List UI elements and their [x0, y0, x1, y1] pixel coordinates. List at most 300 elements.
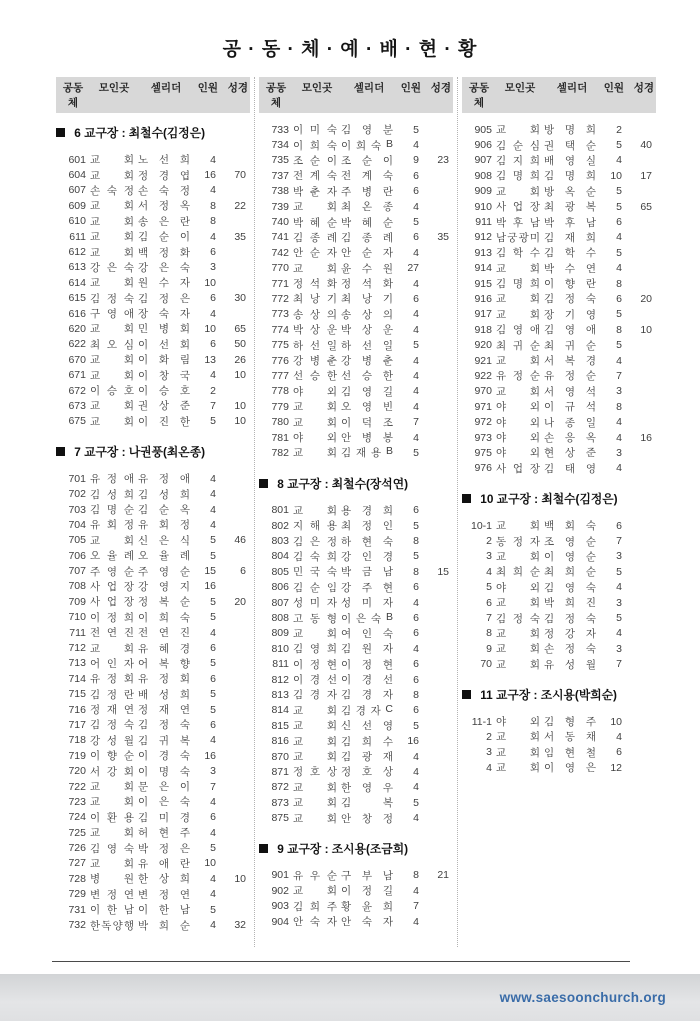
char: 회	[529, 643, 540, 656]
char: 희	[529, 154, 540, 167]
char: 원	[361, 643, 373, 656]
member-row	[259, 214, 453, 229]
section-marker-icon	[56, 447, 65, 456]
meeting-place	[293, 780, 337, 795]
char: 김	[544, 462, 555, 475]
char: 석	[309, 278, 321, 291]
member-row	[56, 367, 250, 382]
member-count: 6	[413, 169, 419, 182]
meeting-place	[90, 321, 134, 336]
char: 회	[123, 642, 134, 655]
char: 박	[138, 842, 149, 855]
member-count: 4	[210, 888, 216, 901]
char: 안	[341, 812, 352, 825]
meeting-place	[496, 399, 540, 414]
member-row	[56, 810, 250, 825]
member-row	[462, 322, 656, 337]
cell-leader	[544, 564, 596, 579]
char: 연	[106, 627, 118, 640]
member-row	[259, 899, 453, 914]
member-count: 4	[210, 153, 216, 166]
member-row	[259, 168, 453, 183]
cell-leader	[138, 887, 190, 902]
char: 서	[90, 765, 101, 778]
char: 순	[179, 919, 190, 932]
member-count: 10	[204, 322, 216, 335]
char: 업	[512, 201, 524, 214]
section-title: 8 교구장 : 최철수(장석연)	[274, 476, 409, 491]
bible-count: 10	[234, 872, 246, 885]
char: 향	[564, 278, 576, 291]
char: 정	[106, 292, 118, 305]
char: 이	[138, 338, 149, 351]
char: 조	[293, 154, 304, 167]
member-row	[56, 887, 250, 902]
member-count: 4	[413, 385, 419, 398]
char: 문	[138, 781, 149, 794]
char: 희	[529, 170, 540, 183]
header-place: 모인곳	[504, 82, 536, 94]
member-row	[462, 276, 656, 291]
char: 김	[496, 170, 507, 183]
bible-count: 10	[234, 399, 246, 412]
member-count: 13	[204, 353, 216, 366]
member-row	[56, 398, 250, 413]
char: 남	[123, 904, 134, 917]
char: 교	[90, 796, 101, 809]
char: 승	[158, 385, 170, 398]
bible-count: 70	[234, 169, 246, 182]
bible-count: 10	[640, 323, 652, 336]
meeting-place	[496, 199, 540, 214]
char: 미	[361, 597, 373, 610]
community-id: 774	[271, 323, 289, 336]
meeting-place	[293, 611, 337, 626]
cell-leader	[341, 672, 393, 687]
char: 교	[90, 369, 101, 382]
char: 경	[361, 504, 373, 517]
member-count: 5	[616, 246, 622, 259]
char: 명	[512, 278, 524, 291]
char: 이	[293, 658, 304, 671]
char: 최	[496, 339, 507, 352]
meeting-place	[90, 841, 134, 856]
member-count: 4	[210, 472, 216, 485]
section-marker-icon	[462, 494, 471, 503]
char: 선	[309, 339, 321, 352]
char: 사	[90, 580, 101, 593]
member-count: 4	[210, 230, 216, 243]
char: 김	[138, 734, 149, 747]
member-row	[462, 168, 656, 183]
member-row	[56, 856, 250, 871]
char: 화	[158, 354, 170, 367]
char: 우	[309, 869, 321, 882]
char: 김	[293, 550, 304, 563]
char: 숙	[370, 612, 382, 625]
char: 한	[138, 873, 149, 886]
char: 이	[138, 369, 149, 382]
cell-leader	[544, 384, 596, 399]
char: 숙	[370, 139, 382, 152]
char: 교	[496, 731, 507, 744]
char: 교	[90, 857, 101, 870]
char: 순	[123, 565, 134, 578]
meeting-place	[90, 794, 134, 809]
member-count: 6	[413, 185, 419, 198]
char: 영	[382, 720, 393, 733]
member-row	[259, 153, 453, 168]
cell-leader	[138, 533, 190, 548]
char: 유	[138, 473, 149, 486]
char: 배	[138, 688, 149, 701]
community-id: 906	[474, 139, 492, 152]
member-row	[259, 337, 453, 352]
char: 금	[361, 566, 373, 579]
cell-leader	[341, 564, 393, 579]
char: 최	[544, 339, 555, 352]
member-row	[462, 610, 656, 625]
char: 애	[179, 473, 190, 486]
char: 유	[90, 519, 101, 532]
meeting-place	[496, 564, 540, 579]
char: 회	[179, 338, 190, 351]
cell-leader	[544, 518, 596, 533]
cell-leader	[138, 198, 190, 213]
meeting-place	[90, 487, 134, 502]
member-count: 5	[413, 339, 419, 352]
member-row	[56, 352, 250, 367]
char: 경	[179, 811, 190, 824]
meeting-place	[496, 384, 540, 399]
char: 외	[326, 385, 337, 398]
char: 변	[138, 888, 149, 901]
char: 선	[158, 338, 170, 351]
char: 남	[585, 216, 596, 229]
char: 정	[106, 473, 118, 486]
member-count: 4	[210, 369, 216, 382]
char: C	[385, 702, 393, 715]
char: 김	[496, 278, 507, 291]
char: 정	[564, 370, 576, 383]
char: 정	[309, 658, 321, 671]
char: 교	[496, 262, 507, 275]
header-community: 공동체	[468, 82, 490, 109]
char: 방	[544, 185, 555, 198]
char: 외	[529, 432, 540, 444]
member-count: 6	[413, 292, 419, 305]
char: 김	[341, 124, 352, 137]
char: 광	[564, 201, 576, 214]
char: 은	[158, 534, 170, 547]
community-id: 725	[68, 826, 86, 839]
member-count: 4	[616, 231, 622, 244]
meeting-place	[293, 795, 337, 810]
member-count: 7	[210, 399, 216, 412]
header-bible: 성경	[430, 82, 451, 94]
meeting-place	[293, 595, 337, 610]
cell-leader	[138, 748, 190, 763]
char: 교	[496, 643, 507, 656]
member-count: 5	[413, 519, 419, 532]
char: 순	[179, 596, 190, 609]
cell-leader	[544, 199, 596, 214]
community-id: 604	[68, 169, 86, 182]
cell-leader	[341, 657, 393, 672]
meeting-place	[90, 383, 134, 398]
char: 분	[382, 124, 393, 137]
char: 외	[326, 432, 337, 444]
header-count: 인원	[400, 82, 421, 94]
member-count: 5	[413, 719, 419, 732]
worship-status-table	[0, 77, 700, 947]
member-row	[462, 729, 656, 744]
char: 연	[585, 262, 596, 275]
member-count: 4	[210, 307, 216, 320]
char: 손	[544, 643, 555, 656]
char: 재	[355, 447, 367, 460]
meeting-place	[293, 564, 337, 579]
char: 정	[106, 719, 118, 732]
char: 연	[158, 627, 170, 640]
community-id: 2	[486, 535, 492, 548]
cell-leader	[138, 548, 190, 563]
cell-leader	[544, 415, 596, 430]
community-id: 706	[68, 549, 86, 562]
char: 희	[585, 170, 596, 183]
char: 정	[158, 719, 170, 732]
cell-leader	[544, 322, 596, 337]
char: 상	[564, 447, 576, 460]
community-id: 707	[68, 565, 86, 578]
table-column-middle	[254, 77, 457, 947]
member-row	[259, 276, 453, 291]
char: 회	[529, 550, 540, 563]
char: 숙	[585, 612, 596, 625]
cell-leader	[341, 883, 393, 898]
meeting-place	[293, 503, 337, 518]
char: 귀	[512, 339, 524, 352]
cell-leader	[138, 625, 190, 640]
char: 철	[585, 746, 596, 759]
bible-count: 10	[234, 415, 246, 428]
char: 유	[90, 473, 101, 486]
char: 오	[90, 550, 101, 563]
char: 김	[90, 719, 101, 732]
char: 란	[179, 215, 190, 228]
meeting-place	[90, 825, 134, 840]
char: 회	[326, 262, 337, 275]
meeting-place	[293, 199, 337, 214]
meeting-place	[496, 430, 540, 445]
char: 정	[123, 184, 134, 197]
member-row	[56, 702, 250, 717]
meeting-place	[496, 641, 540, 656]
char: 영	[564, 550, 576, 563]
char: 회	[529, 520, 540, 533]
cell-leader	[138, 487, 190, 502]
community-id: 815	[271, 719, 289, 732]
community-id: 708	[68, 580, 86, 593]
meeting-place	[90, 152, 134, 167]
char: 엽	[179, 169, 190, 182]
char: 월	[123, 734, 134, 747]
community-id: 872	[271, 781, 289, 794]
community-id: 717	[68, 718, 86, 731]
char: 주	[90, 565, 101, 578]
cell-leader	[544, 153, 596, 168]
char: 박	[293, 324, 304, 337]
char: 병	[309, 355, 321, 368]
char: 순	[585, 185, 596, 198]
char: 정	[544, 627, 555, 640]
community-id: 612	[68, 246, 86, 259]
char: 정	[158, 292, 170, 305]
char: 김	[341, 704, 352, 717]
meeting-place	[293, 122, 337, 137]
member-count: 8	[413, 688, 419, 701]
member-count: 4	[413, 308, 419, 321]
community-id: 716	[68, 703, 86, 716]
char: 순	[326, 216, 337, 229]
char: 상	[361, 324, 373, 337]
char: 숙	[382, 627, 393, 640]
community-id: 909	[474, 185, 492, 198]
cell-leader	[341, 199, 393, 214]
char: 길	[382, 885, 393, 898]
char: 숙	[179, 719, 190, 732]
char: 노	[138, 154, 149, 167]
char: 지	[512, 154, 524, 167]
member-count: 4	[413, 642, 419, 655]
char: 한	[179, 415, 190, 428]
char: 병	[158, 323, 170, 336]
char: 정	[293, 766, 304, 779]
char: 회	[123, 200, 134, 213]
member-row	[259, 703, 453, 718]
char: 숙	[309, 550, 321, 563]
char: 경	[309, 674, 321, 687]
cell-leader	[544, 714, 596, 729]
char: 일	[326, 339, 337, 352]
char: 숙	[123, 292, 134, 305]
char: 창	[361, 812, 373, 825]
char: 은	[106, 261, 118, 274]
char: 인	[361, 627, 373, 640]
community-id: 9	[486, 642, 492, 655]
char: 환	[106, 811, 118, 824]
member-row	[56, 671, 250, 686]
member-row	[56, 656, 250, 671]
member-row	[56, 779, 250, 794]
char: 외	[529, 416, 540, 429]
community-id: 740	[271, 216, 289, 229]
meeting-place	[90, 641, 134, 656]
char: 주	[341, 185, 352, 198]
member-row	[56, 244, 250, 259]
member-row	[259, 610, 453, 625]
char: 한	[90, 919, 101, 932]
char: 희	[361, 735, 373, 748]
cell-leader	[138, 702, 190, 717]
char: 회	[123, 277, 134, 290]
char: 교	[293, 751, 304, 764]
community-id: 809	[271, 627, 289, 640]
cell-leader	[138, 779, 190, 794]
section-title: 7 교구장 : 나권풍(최온종)	[71, 445, 206, 460]
char: 영	[361, 781, 373, 794]
header-leader: 셀리더	[556, 82, 588, 94]
member-row	[259, 687, 453, 702]
char: 교	[293, 201, 304, 214]
char: 승	[361, 370, 373, 383]
cell-leader	[138, 306, 190, 321]
char: 회	[123, 354, 134, 367]
char: 영	[585, 308, 596, 321]
char: 정	[293, 278, 304, 291]
char: 정	[512, 535, 524, 548]
member-count: 4	[413, 277, 419, 290]
member-count: 4	[210, 734, 216, 747]
char: 교	[90, 277, 101, 290]
member-row	[56, 183, 250, 198]
cell-leader	[341, 245, 393, 260]
member-row	[259, 261, 453, 276]
char: 희	[585, 231, 596, 244]
member-row	[259, 868, 453, 883]
member-count: 10	[204, 857, 216, 870]
meeting-place	[293, 153, 337, 168]
member-row	[259, 533, 453, 548]
footer-divider	[52, 961, 630, 962]
meeting-place	[90, 579, 134, 594]
cell-leader	[341, 291, 393, 306]
member-count: 16	[407, 735, 419, 748]
char: 교	[496, 355, 507, 368]
member-row	[259, 718, 453, 733]
char: 김	[341, 797, 352, 810]
member-row	[56, 610, 250, 625]
char: 숙	[106, 184, 118, 197]
meeting-place	[496, 291, 540, 306]
section-title: 9 교구장 : 조시용(조금희)	[274, 841, 409, 856]
member-count: 5	[413, 446, 419, 459]
cell-leader	[544, 184, 596, 199]
community-id: 908	[474, 169, 492, 182]
community-id: 813	[271, 688, 289, 701]
member-count: 4	[210, 518, 216, 531]
member-count: 6	[210, 642, 216, 655]
char: 애	[158, 857, 170, 870]
cell-leader	[138, 517, 190, 532]
cell-leader	[341, 399, 393, 414]
char: 은	[158, 796, 170, 809]
cell-leader	[138, 856, 190, 871]
member-row	[462, 745, 656, 760]
member-count: 5	[413, 796, 419, 809]
meeting-place	[496, 760, 540, 775]
member-count: 6	[210, 246, 216, 259]
char: 재	[158, 704, 170, 717]
meeting-place	[90, 398, 134, 413]
member-row	[259, 503, 453, 518]
char: 교	[90, 200, 101, 213]
member-count: 3	[210, 765, 216, 778]
char: 숙	[179, 750, 190, 763]
char: 교	[293, 704, 304, 717]
char: 어	[90, 657, 101, 670]
community-id: 871	[271, 765, 289, 778]
